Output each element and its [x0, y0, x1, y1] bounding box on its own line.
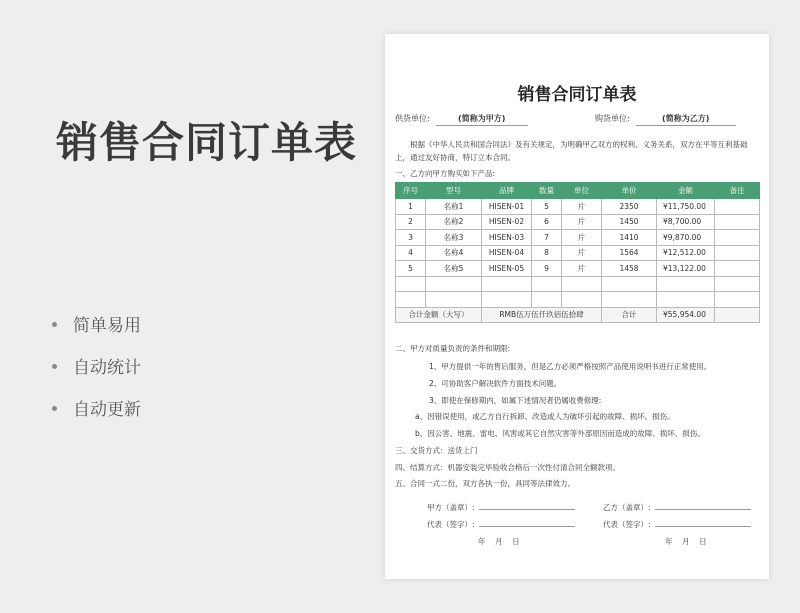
condition-item: 3、即使在保修期内，如属下述情况者仍属收费修理: — [429, 396, 602, 405]
party-a-rep — [427, 519, 575, 530]
buyer-value: (简称为乙方) — [636, 113, 736, 126]
column-header: 单价 — [602, 183, 657, 199]
section-heading: 一、乙方向甲方购买如下产品: — [395, 169, 496, 178]
signature-line — [479, 509, 575, 510]
table-cell: 2 — [396, 214, 426, 230]
table-row — [396, 230, 760, 246]
total-label: 合计金额（大写） — [396, 307, 482, 323]
column-header: 单位 — [562, 183, 602, 199]
supplier-field — [395, 113, 528, 126]
table-cell: 片 — [562, 199, 602, 215]
table-cell — [426, 276, 482, 292]
table-cell — [657, 292, 715, 308]
table-cell: 3 — [396, 230, 426, 246]
table-cell: ¥8,700.00 — [657, 214, 715, 230]
total-words: RMB伍万伍仟玖佰伍拾肆 — [482, 307, 602, 323]
total-amount: ¥55,954.00 — [657, 307, 715, 323]
table-cell: 片 — [562, 245, 602, 261]
column-header: 数量 — [532, 183, 562, 199]
table-cell: 片 — [562, 261, 602, 277]
table-cell: 1450 — [602, 214, 657, 230]
table-cell — [657, 276, 715, 292]
table-cell: 1410 — [602, 230, 657, 246]
table-cell — [715, 245, 760, 261]
table-header-row — [396, 183, 760, 199]
feature-item — [52, 389, 141, 431]
table-cell — [562, 292, 602, 308]
table-cell: 名称5 — [426, 261, 482, 277]
table-cell: 1564 — [602, 245, 657, 261]
table-cell — [396, 292, 426, 308]
table-cell: ¥13,122.00 — [657, 261, 715, 277]
table-cell — [715, 199, 760, 215]
table-cell — [426, 292, 482, 308]
party-b-rep — [603, 519, 751, 530]
table-cell: ¥12,512.00 — [657, 245, 715, 261]
table-cell: 9 — [532, 261, 562, 277]
table-cell — [715, 292, 760, 308]
condition-item: 2、可协助客户解决软件方面技术问题。 — [429, 379, 562, 388]
section-heading: 三、交货方式：送货上门 — [395, 446, 478, 455]
bullet-icon — [52, 322, 57, 327]
signature-line — [655, 526, 751, 527]
column-header: 型号 — [426, 183, 482, 199]
table-cell: 名称2 — [426, 214, 482, 230]
table-total-row — [396, 307, 760, 323]
table-row — [396, 245, 760, 261]
party-b-rep-label: 代表（签字）: — [603, 520, 651, 529]
section-heading: 二、甲方对质量负责的条件和期限: — [395, 344, 511, 353]
condition-item: 1、甲方提供一年的售后服务，但是乙方必须严格按照产品使用说明书进行正常使用。 — [429, 362, 712, 371]
table-cell: 7 — [532, 230, 562, 246]
party-a-seal-label: 甲方（盖章）: — [427, 503, 475, 512]
feature-label: 自动更新 — [73, 400, 141, 420]
table-cell: HISEN-04 — [482, 245, 532, 261]
table-cell: 2350 — [602, 199, 657, 215]
feature-list — [52, 305, 141, 431]
table-row-empty — [396, 292, 760, 308]
table-cell — [715, 276, 760, 292]
table-cell — [602, 292, 657, 308]
feature-label: 简单易用 — [73, 316, 141, 336]
document-title: 销售合同订单表 — [517, 85, 637, 105]
bullet-icon — [52, 364, 57, 369]
date-party-b: 年 月 日 — [665, 537, 707, 546]
table-cell: HISEN-01 — [482, 199, 532, 215]
contract-intro: 根据《中华人民共和国合同法》及有关规定，为明确甲乙双方的权利、义务关系，双方在平等互利基础上，通过友好协商，特订立本合同。 — [395, 140, 748, 162]
table-cell: HISEN-02 — [482, 214, 532, 230]
table-cell: ¥9,870.00 — [657, 230, 715, 246]
party-b-seal-label: 乙方（盖章）: — [603, 503, 651, 512]
column-header: 序号 — [396, 183, 426, 199]
table-cell — [602, 276, 657, 292]
table-cell: HISEN-03 — [482, 230, 532, 246]
table-cell — [396, 276, 426, 292]
table-cell — [715, 307, 760, 323]
condition-item: a、因错误使用，或乙方自行拆卸、改造或人为破坏引起的故障、损坏、损伤。 — [415, 412, 675, 421]
table-cell: 片 — [562, 230, 602, 246]
table-cell: 片 — [562, 214, 602, 230]
signature-line — [655, 509, 751, 510]
feature-item — [52, 305, 141, 347]
condition-item: b、因公害、地震、雷电、风害或其它自然灾害等外部原因而造成的故障、损坏、损伤。 — [415, 429, 705, 438]
buyer-label: 购货单位: — [595, 114, 630, 123]
table-cell: 8 — [532, 245, 562, 261]
table-cell — [482, 292, 532, 308]
date-party-a: 年 月 日 — [478, 537, 520, 546]
section-heading: 五、合同一式二份，双方各执一份，具同等法律效力。 — [395, 479, 575, 488]
table-cell — [532, 276, 562, 292]
table-cell — [562, 276, 602, 292]
supplier-value: (简称为甲方) — [436, 113, 528, 126]
table-cell — [482, 276, 532, 292]
table-row — [396, 261, 760, 277]
table-cell: HISEN-05 — [482, 261, 532, 277]
total-sub-label: 合计 — [602, 307, 657, 323]
table-cell: 名称1 — [426, 199, 482, 215]
table-row — [396, 199, 760, 215]
column-header: 品牌 — [482, 183, 532, 199]
table-cell: 4 — [396, 245, 426, 261]
column-header: 备注 — [715, 183, 760, 199]
table-cell — [715, 214, 760, 230]
supplier-label: 供货单位: — [395, 114, 430, 123]
table-cell — [715, 230, 760, 246]
table-row — [396, 214, 760, 230]
hero-title: 销售合同订单表 — [56, 118, 358, 167]
table-cell: 1 — [396, 199, 426, 215]
signature-line — [479, 526, 575, 527]
feature-item — [52, 347, 141, 389]
table-cell: 6 — [532, 214, 562, 230]
table-cell: ¥11,750.00 — [657, 199, 715, 215]
table-cell: 名称4 — [426, 245, 482, 261]
feature-label: 自动统计 — [73, 358, 141, 378]
column-header: 金额 — [657, 183, 715, 199]
party-a-rep-label: 代表（签字）: — [427, 520, 475, 529]
table-cell: 5 — [532, 199, 562, 215]
order-table — [395, 182, 760, 323]
table-cell — [715, 261, 760, 277]
table-row-empty — [396, 276, 760, 292]
contract-document — [385, 34, 769, 579]
table-cell: 1458 — [602, 261, 657, 277]
party-a-seal — [427, 502, 575, 513]
table-cell — [532, 292, 562, 308]
section-heading: 四、结算方式：机器安装完毕验收合格后一次性付清合同全额款项。 — [395, 463, 620, 472]
table-cell: 5 — [396, 261, 426, 277]
buyer-field — [595, 113, 736, 126]
bullet-icon — [52, 406, 57, 411]
table-cell: 名称3 — [426, 230, 482, 246]
party-b-seal — [603, 502, 751, 513]
